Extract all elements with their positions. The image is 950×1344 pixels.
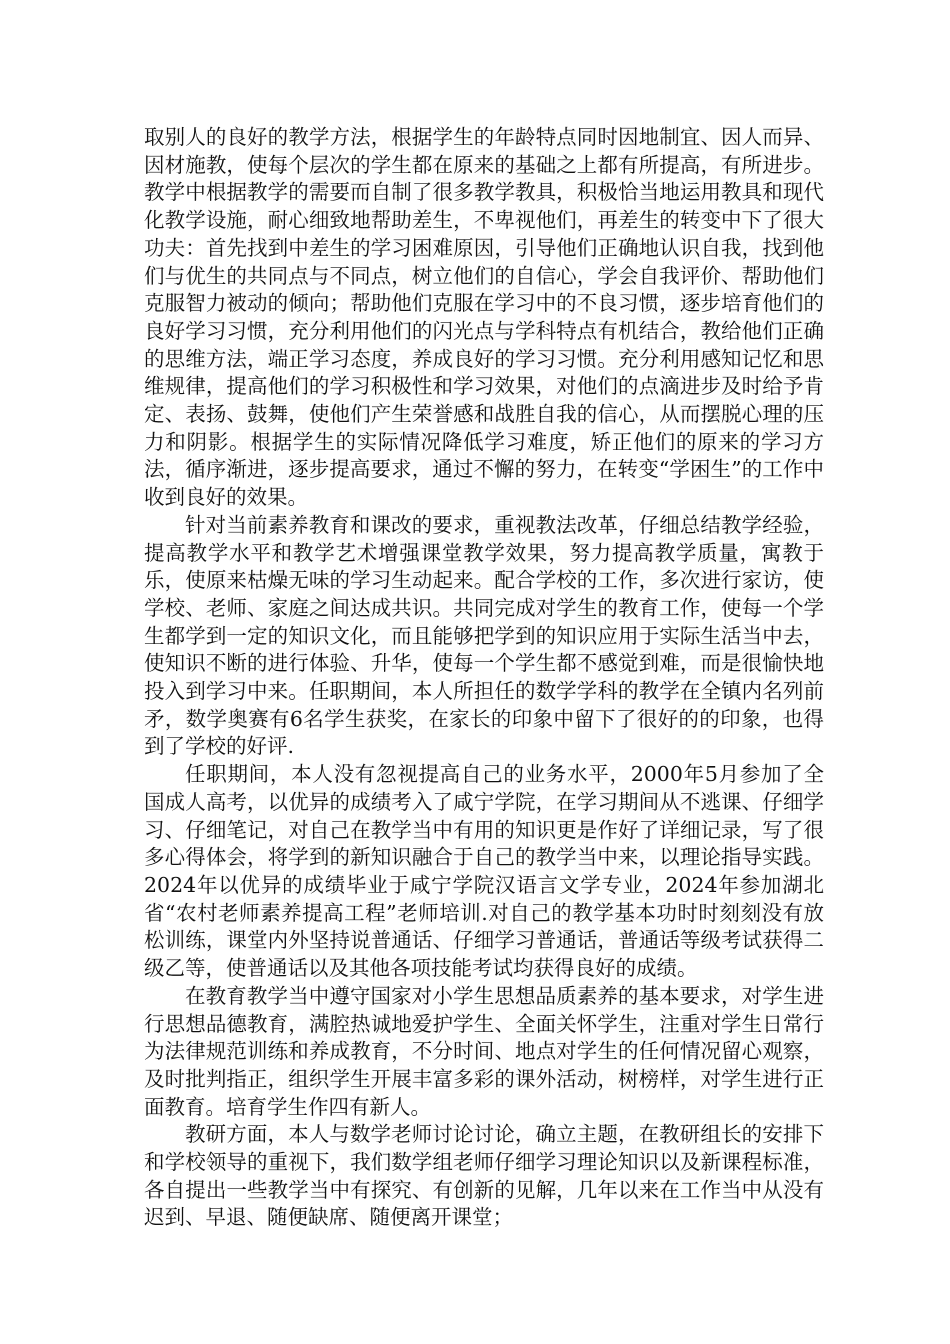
- paragraph-2: 针对当前素养教育和课改的要求，重视教法改革，仔细总结教学经验，提高教学水平和教学艺术增强课堂教学效果，努力提高教学质量，寓教于乐，使原来枯燥无味的学习生动起来。配合学校的工作，多次进行家访，使学校、老师、家庭之间达成共识。共同完成对学生的教育工作，使每一个学生都学到一定的知识文化，而且能够把学到的知识应用于实际生活当中去，使知识不断的进行体验、升华，使每一个学生都不感觉到难，而是很愉快地投入到学习中来。任职期间，本人所担任的数学学科的教学在全镇内名列前矛，数学奥赛有6名学生获奖，在家长的印象中留下了很好的的印象，也得到了学校的好评.: [144, 512, 824, 759]
- document-body: [144, 124, 824, 1232]
- paragraph-3: 任职期间，本人没有忽视提高自己的业务水平，2000年5月参加了全国成人高考，以优异的成绩考入了咸宁学院，在学习期间从不逃课、仔细学习、仔细笔记，对自己在教学当中有用的知识更是作好了详细记录，写了很多心得体会，将学到的新知识融合于自己的教学当中来，以理论指导实践。2024年以优异的成绩毕业于咸宁学院汉语言文学专业，2024年参加湖北省“农村老师素养提高工程”老师培训.对自己的教学基本功时时刻刻没有放松训练，课堂内外坚持说普通话、仔细学习普通话，普通话等级考试获得二级乙等，使普通话以及其他各项技能考试均获得良好的成绩。: [144, 762, 824, 981]
- paragraph-4: 在教育教学当中遵守国家对小学生思想品质素养的基本要求，对学生进行思想品德教育，满腔热诚地爱护学生、全面关怀学生，注重对学生日常行为法律规范训练和养成教育，不分时间、地点对学生的任何情况留心观察，及时批判指正，组织学生开展丰富多彩的课外活动，树榜样，对学生进行正面教育。培育学生作四有新人。: [144, 983, 824, 1119]
- paragraph-1: 取别人的良好的教学方法，根据学生的年龄特点同时因地制宜、因人而异、因材施教，使每个层次的学生都在原来的基础之上都有所提高，有所进步。教学中根据教学的需要而自制了很多教学教具，积极恰当地运用教具和现代化教学设施，耐心细致地帮助差生，不卑视他们，再差生的转变中下了很大功夫：首先找到中差生的学习困难原因，引导他们正确地认识自我，找到他们与优生的共同点与不同点，树立他们的自信心，学会自我评价、帮助他们克服智力被动的倾向；帮助他们克服在学习中的不良习惯，逐步培育他们的良好学习习惯，充分利用他们的闪光点与学科特点有机结合，教给他们正确的思维方法，端正学习态度，养成良好的学习习惯。充分利用感知记忆和思维规律，提高他们的学习积极性和学习效果，对他们的点滴进步及时给予肯定、表扬、鼓舞，使他们产生荣誉感和战胜自我的信心，从而摆脱心理的压力和阴影。根据学生的实际情况降低学习难度，矫正他们的原来的学习方法，循序渐进，逐步提高要求，通过不懈的努力，在转变“学困生”的工作中收到良好的效果。: [144, 125, 824, 510]
- paragraph-5: 教研方面，本人与数学老师讨论讨论，确立主题，在教研组长的安排下和学校领导的重视下，我们数学组老师仔细学习理论知识以及新课程标准，各自提出一些教学当中有探究、有创新的见解，几年以来在工作当中从没有迟到、早退、随便缺席、随便离开课堂；: [144, 1122, 824, 1230]
